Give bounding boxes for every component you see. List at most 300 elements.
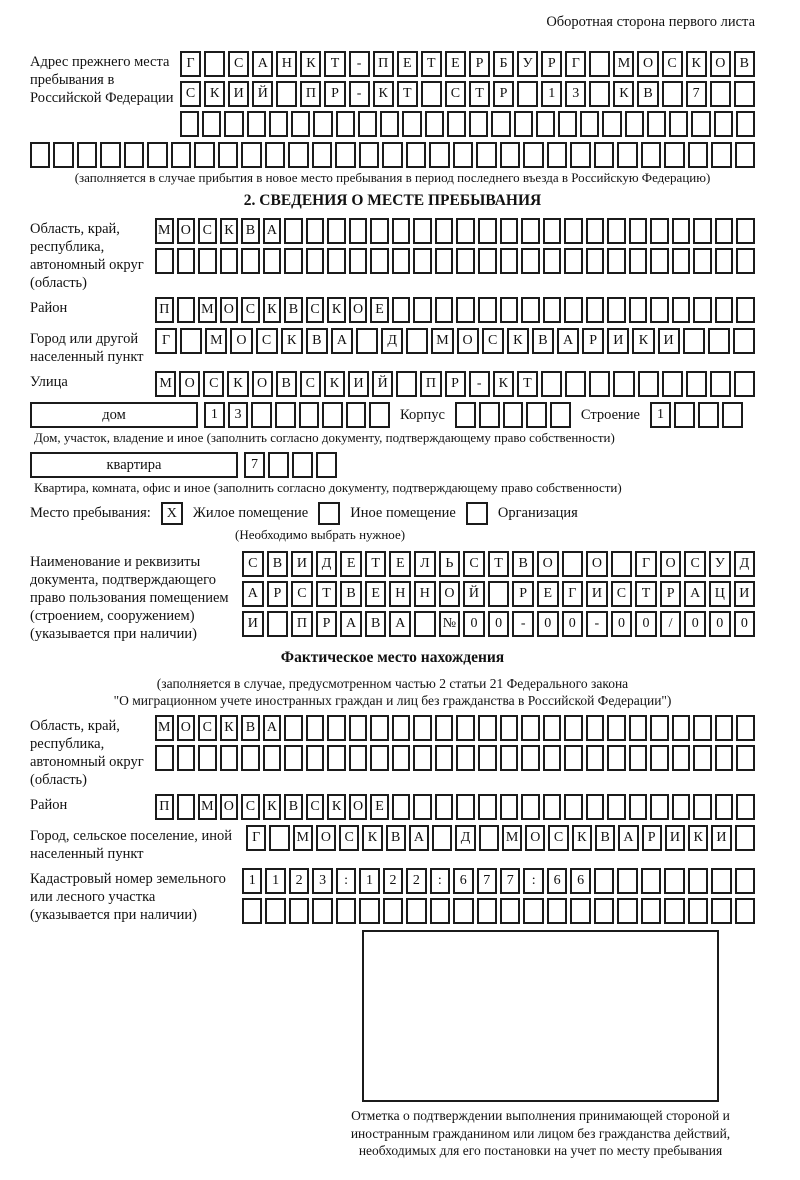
char-cell (327, 248, 346, 274)
char-cell (269, 111, 288, 137)
char-cell: О (439, 581, 461, 607)
char-cell: С (256, 328, 278, 354)
char-cell (478, 248, 497, 274)
char-cell: О (660, 551, 682, 577)
char-cell: Е (397, 51, 418, 77)
char-cell (469, 111, 488, 137)
char-cell (430, 898, 450, 924)
char-cell (265, 898, 285, 924)
char-cell (589, 51, 610, 77)
char-cell: К (373, 81, 394, 107)
char-cell: С (291, 581, 313, 607)
char-cell: С (445, 81, 466, 107)
prev-address-note: (заполняется в случае прибытия в новое место пребывания в период последнего въезда в Российскую Федерацию) (74, 170, 711, 185)
char-cell (425, 111, 444, 137)
korpus-row (455, 402, 571, 428)
char-cell (736, 715, 755, 741)
char-cell (662, 371, 683, 397)
char-cell: В (734, 51, 755, 77)
char-cell (693, 715, 712, 741)
char-cell: 0 (709, 611, 731, 637)
char-cell: А (389, 611, 411, 637)
char-cell: / (660, 611, 682, 637)
char-cell (500, 745, 519, 771)
char-cell (269, 825, 289, 851)
char-cell (421, 81, 442, 107)
char-cell: М (205, 328, 227, 354)
char-cell: С (198, 715, 217, 741)
char-cell: В (512, 551, 534, 577)
char-cell: 0 (734, 611, 756, 637)
apartment-number-row (244, 452, 337, 478)
char-cell: - (586, 611, 608, 637)
char-cell: К (281, 328, 303, 354)
char-cell (607, 297, 626, 323)
char-cell (672, 715, 691, 741)
char-cell (429, 142, 449, 168)
char-cell: : (336, 868, 356, 894)
char-cell (198, 248, 217, 274)
char-cell: Т (469, 81, 490, 107)
char-cell: К (686, 51, 707, 77)
actual-district-row (155, 794, 755, 820)
district-label: Район (30, 300, 68, 316)
char-cell (611, 551, 633, 577)
char-cell: М (502, 825, 522, 851)
char-cell (456, 745, 475, 771)
char-cell (500, 715, 519, 741)
char-cell: О (349, 794, 368, 820)
char-cell (299, 402, 320, 428)
char-cell: О (525, 825, 545, 851)
char-cell (698, 402, 719, 428)
char-cell (267, 611, 289, 637)
prev-address-row-2 (180, 81, 755, 107)
char-cell (306, 745, 325, 771)
char-cell (479, 402, 500, 428)
section2-title: 2. СВЕДЕНИЯ О МЕСТЕ ПРЕБЫВАНИЯ (243, 192, 542, 209)
actual-region-field (30, 715, 755, 789)
char-cell: Р (512, 581, 534, 607)
char-cell (715, 715, 734, 741)
char-cell (564, 297, 583, 323)
char-cell: П (420, 371, 441, 397)
char-cell (521, 715, 540, 741)
char-cell: О (316, 825, 336, 851)
char-cell: Д (381, 328, 403, 354)
char-cell (543, 745, 562, 771)
stay-type-checkbox-residential: X (161, 502, 183, 525)
char-cell: Е (537, 581, 559, 607)
char-cell (456, 715, 475, 741)
street-row (155, 371, 755, 397)
char-cell (313, 111, 332, 137)
char-cell (478, 218, 497, 244)
char-cell (306, 248, 325, 274)
char-cell: Б (493, 51, 514, 77)
char-cell (370, 248, 389, 274)
char-cell (586, 745, 605, 771)
char-cell: С (242, 551, 264, 577)
char-cell: С (339, 825, 359, 851)
char-cell (336, 111, 355, 137)
char-cell (349, 745, 368, 771)
char-cell (547, 142, 567, 168)
char-cell (715, 248, 734, 274)
char-cell: И (586, 581, 608, 607)
char-cell: Н (276, 51, 297, 77)
char-cell (586, 715, 605, 741)
house-type-box: дом (30, 402, 198, 428)
char-cell (715, 794, 734, 820)
char-cell (650, 794, 669, 820)
char-cell (456, 248, 475, 274)
char-cell: О (230, 328, 252, 354)
char-cell (478, 715, 497, 741)
char-cell (392, 715, 411, 741)
char-cell (714, 111, 733, 137)
char-cell (435, 248, 454, 274)
document-label: Наименование и реквизиты документа, подтверждающего право пользования помещением (строением, сооружением) (указывается при наличии) (30, 554, 229, 642)
char-cell (177, 248, 196, 274)
char-cell: 1 (650, 402, 671, 428)
char-cell: А (340, 611, 362, 637)
actual-region-row-1 (155, 715, 755, 741)
char-cell: Т (316, 581, 338, 607)
char-cell (543, 297, 562, 323)
char-cell (521, 745, 540, 771)
char-cell: Р (267, 581, 289, 607)
street-label: Улица (30, 374, 68, 390)
char-cell (641, 898, 661, 924)
char-cell: О (220, 297, 239, 323)
char-cell (558, 111, 577, 137)
char-cell: : (523, 868, 543, 894)
char-cell: В (284, 297, 303, 323)
char-cell (710, 81, 731, 107)
char-cell: К (324, 371, 345, 397)
char-cell: 0 (611, 611, 633, 637)
char-cell (218, 142, 238, 168)
char-cell (500, 218, 519, 244)
char-cell (241, 142, 261, 168)
actual-city-field (30, 825, 755, 863)
char-cell (383, 898, 403, 924)
char-cell (672, 794, 691, 820)
prev-address-row-1 (180, 51, 755, 77)
char-cell: А (684, 581, 706, 607)
char-cell: О (586, 551, 608, 577)
char-cell: 3 (312, 868, 332, 894)
char-cell (562, 551, 584, 577)
char-cell: Й (372, 371, 393, 397)
char-cell: Е (340, 551, 362, 577)
char-cell (359, 142, 379, 168)
stay-type-label: Место пребывания: (30, 505, 151, 521)
char-cell: 7 (477, 868, 497, 894)
char-cell: О (177, 218, 196, 244)
char-cell (503, 402, 524, 428)
char-cell (736, 248, 755, 274)
char-cell (662, 81, 683, 107)
char-cell (406, 898, 426, 924)
document-rows (242, 551, 755, 637)
char-cell (586, 218, 605, 244)
char-cell (543, 248, 562, 274)
char-cell: Н (389, 581, 411, 607)
char-cell: 7 (500, 868, 520, 894)
char-cell (478, 297, 497, 323)
actual-district-field (30, 794, 755, 820)
char-cell (564, 794, 583, 820)
char-cell (523, 142, 543, 168)
char-cell (402, 111, 421, 137)
char-cell (356, 328, 378, 354)
char-cell (312, 142, 332, 168)
char-cell: Г (635, 551, 657, 577)
char-cell: А (263, 218, 282, 244)
char-cell: С (611, 581, 633, 607)
char-cell (688, 898, 708, 924)
char-cell: К (263, 297, 282, 323)
char-cell (641, 142, 661, 168)
char-cell (349, 248, 368, 274)
char-cell (369, 402, 390, 428)
city-label: Город или другой населенный пункт (30, 331, 144, 365)
char-cell: Р (493, 81, 514, 107)
char-cell (380, 111, 399, 137)
char-cell (263, 248, 282, 274)
char-cell: 7 (686, 81, 707, 107)
char-cell: Г (155, 328, 177, 354)
stroenie-row (650, 402, 743, 428)
char-cell (30, 142, 50, 168)
char-cell (607, 715, 626, 741)
char-cell (155, 248, 174, 274)
char-cell: М (293, 825, 313, 851)
char-cell: В (365, 611, 387, 637)
char-cell: Е (365, 581, 387, 607)
char-cell (736, 794, 755, 820)
char-cell (550, 402, 571, 428)
char-cell: К (613, 81, 634, 107)
char-cell: К (327, 297, 346, 323)
char-cell: Т (397, 81, 418, 107)
char-cell: К (220, 715, 239, 741)
char-cell (500, 794, 519, 820)
char-cell (147, 142, 167, 168)
char-cell (284, 715, 303, 741)
char-cell (251, 402, 272, 428)
char-cell (688, 868, 708, 894)
char-cell (672, 745, 691, 771)
char-cell: А (557, 328, 579, 354)
char-cell (580, 111, 599, 137)
actual-location-note-line2: "О миграционном учете иностранных граждан и лиц без гражданства в Российской Федерации") (113, 693, 672, 708)
confirmation-stamp-caption: Отметка о подтверждении выполнения принимающей стороной и иностранным гражданином или лицом без гражданства действий, необходимых для его постановки на учет по месту пребывания (350, 1108, 731, 1158)
char-cell (306, 715, 325, 741)
char-cell (617, 898, 637, 924)
region-field (30, 218, 755, 292)
char-cell: Р (582, 328, 604, 354)
char-cell (177, 794, 196, 820)
char-cell (370, 715, 389, 741)
char-cell: К (327, 794, 346, 820)
char-cell: О (710, 51, 731, 77)
char-cell: С (241, 297, 260, 323)
char-cell (613, 371, 634, 397)
char-cell: - (469, 371, 490, 397)
char-cell (625, 111, 644, 137)
city-row (155, 328, 755, 354)
char-cell: К (227, 371, 248, 397)
char-cell (629, 297, 648, 323)
char-cell: Е (370, 297, 389, 323)
char-cell (629, 218, 648, 244)
char-cell (650, 745, 669, 771)
char-cell: Д (455, 825, 475, 851)
char-cell: И (734, 581, 756, 607)
char-cell: В (241, 218, 260, 244)
char-cell (693, 794, 712, 820)
char-cell: И (242, 611, 264, 637)
char-cell (265, 142, 285, 168)
char-cell: Г (180, 51, 201, 77)
char-cell: № (439, 611, 461, 637)
char-cell (735, 868, 755, 894)
char-cell (177, 745, 196, 771)
char-cell (477, 898, 497, 924)
char-cell (564, 745, 583, 771)
char-cell (435, 218, 454, 244)
char-cell (564, 218, 583, 244)
actual-region-label: Область, край, республика, автономный округ (область) (30, 718, 144, 788)
char-cell (312, 898, 332, 924)
char-cell (335, 142, 355, 168)
char-cell: 0 (562, 611, 584, 637)
char-cell: Р (469, 51, 490, 77)
char-cell: И (348, 371, 369, 397)
char-cell (370, 745, 389, 771)
char-cell: 0 (488, 611, 510, 637)
char-cell: И (658, 328, 680, 354)
char-cell (736, 111, 755, 137)
char-cell: М (198, 794, 217, 820)
char-cell: П (373, 51, 394, 77)
char-cell: К (220, 218, 239, 244)
char-cell: Й (463, 581, 485, 607)
stay-type-option-organization: Организация (497, 505, 578, 521)
char-cell (735, 825, 755, 851)
char-cell: В (595, 825, 615, 851)
char-cell (594, 142, 614, 168)
char-cell (220, 248, 239, 274)
char-cell (543, 715, 562, 741)
stamp-area (348, 930, 733, 1160)
char-cell (392, 248, 411, 274)
char-cell: Т (324, 51, 345, 77)
char-cell: 6 (547, 868, 567, 894)
char-cell (607, 248, 626, 274)
char-cell (289, 898, 309, 924)
house-number-row (204, 402, 390, 428)
char-cell (455, 402, 476, 428)
char-cell: 2 (406, 868, 426, 894)
char-cell (672, 297, 691, 323)
char-cell: В (306, 328, 328, 354)
char-cell: С (300, 371, 321, 397)
char-cell (711, 868, 731, 894)
char-cell: Т (421, 51, 442, 77)
char-cell (392, 794, 411, 820)
char-cell (736, 218, 755, 244)
char-cell (594, 898, 614, 924)
char-cell (284, 745, 303, 771)
char-cell: - (349, 51, 370, 77)
char-cell: С (241, 794, 260, 820)
char-cell (413, 745, 432, 771)
actual-district-label: Район (30, 797, 68, 813)
char-cell: 2 (289, 868, 309, 894)
char-cell (691, 111, 710, 137)
char-cell (224, 111, 243, 137)
char-cell: Р (324, 81, 345, 107)
char-cell (488, 581, 510, 607)
char-cell: Т (517, 371, 538, 397)
char-cell (543, 218, 562, 244)
char-cell (564, 248, 583, 274)
char-cell: С (482, 328, 504, 354)
char-cell: О (220, 794, 239, 820)
char-cell (517, 81, 538, 107)
actual-region-row-2 (155, 745, 755, 771)
char-cell (241, 745, 260, 771)
char-cell: Т (488, 551, 510, 577)
char-cell: К (572, 825, 592, 851)
char-cell: П (300, 81, 321, 107)
char-cell (607, 794, 626, 820)
char-cell (650, 715, 669, 741)
actual-region-rows (155, 715, 755, 771)
char-cell (711, 898, 731, 924)
char-cell (564, 715, 583, 741)
char-cell: С (463, 551, 485, 577)
char-cell: С (662, 51, 683, 77)
char-cell (316, 452, 337, 478)
char-cell (586, 794, 605, 820)
stay-type-note: (Необходимо выбрать нужное) (235, 527, 406, 542)
char-cell: С (203, 371, 224, 397)
document-field (30, 551, 755, 643)
char-cell (413, 715, 432, 741)
char-cell: Т (365, 551, 387, 577)
prev-address-field (30, 51, 755, 137)
char-cell: П (155, 794, 174, 820)
char-cell: С (198, 218, 217, 244)
char-cell (693, 745, 712, 771)
char-cell (322, 402, 343, 428)
char-cell (327, 218, 346, 244)
char-cell: С (548, 825, 568, 851)
char-cell: Ь (439, 551, 461, 577)
char-cell (100, 142, 120, 168)
house-line (30, 402, 755, 428)
char-cell (686, 371, 707, 397)
char-cell (594, 868, 614, 894)
cadastral-rows (242, 868, 755, 924)
char-cell: В (637, 81, 658, 107)
char-cell (514, 111, 533, 137)
